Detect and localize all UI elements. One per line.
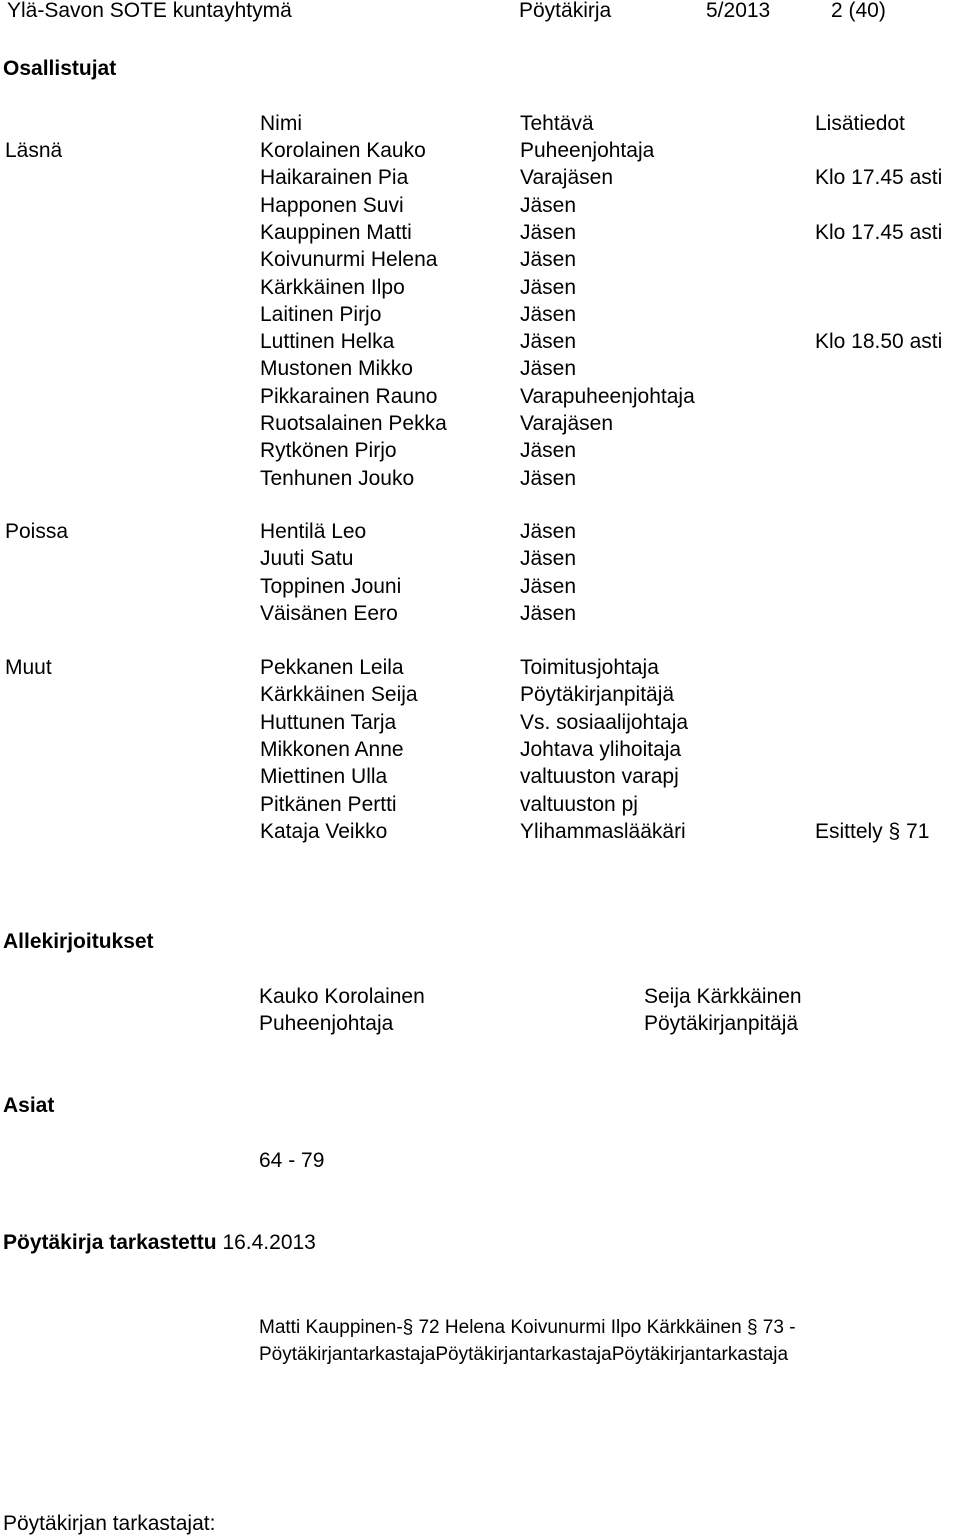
participant-name: Korolainen Kauko	[260, 139, 426, 162]
participant-name: Pekkanen Leila	[260, 656, 404, 679]
participant-role: Jäsen	[520, 248, 577, 272]
participant-name: Huttunen Tarja	[260, 710, 397, 734]
participant-name: Luttinen Helka	[260, 330, 395, 354]
reviewers-line-1: Matti Kauppinen-§ 72 Helena Koivunurmi Ilpo Kärkkäinen § 73 -	[259, 1317, 796, 1338]
column-header-role: Tehtävä	[520, 112, 594, 135]
participant-role: Jäsen	[520, 574, 577, 598]
items-range: 64 - 79	[259, 1149, 325, 1172]
participant-role: Jäsen	[520, 275, 577, 299]
participant-name: Hentilä Leo	[260, 520, 367, 543]
signature-left-role: Puheenjohtaja	[259, 1012, 394, 1035]
column-header-name: Nimi	[260, 112, 302, 135]
signatures-heading: Allekirjoitukset	[3, 930, 154, 953]
reviewers-line-2: PöytäkirjantarkastajaPöytäkirjantarkastajaPöytäkirjantarkastaja	[259, 1344, 789, 1365]
participant-role: valtuuston varapj	[520, 765, 679, 789]
signature-right-name: Seija Kärkkäinen	[644, 985, 802, 1008]
participant-role: Jäsen	[520, 193, 577, 217]
signature-left-name: Kauko Korolainen	[259, 985, 425, 1008]
participant-name: Tenhunen Jouko	[260, 466, 415, 490]
participant-name: Rytkönen Pirjo	[260, 439, 397, 463]
items-heading: Asiat	[3, 1094, 55, 1117]
participant-name: Väisänen Eero	[260, 601, 398, 625]
participant-name: Mikkonen Anne	[260, 737, 404, 761]
organization-name: Ylä-Savon SOTE kuntayhtymä	[7, 0, 292, 22]
participant-role: Jäsen	[520, 220, 577, 244]
participant-note: Esittely § 71	[815, 819, 930, 843]
participant-role: Jäsen	[520, 520, 577, 543]
column-header-notes: Lisätiedot	[815, 112, 905, 135]
participant-role: Varajäsen	[520, 166, 614, 190]
participant-role: Jäsen	[520, 466, 577, 490]
participant-role: Vs. sosiaalijohtaja	[520, 710, 689, 734]
participant-name: Koivunurmi Helena	[260, 248, 438, 272]
participants-heading: Osallistujat	[3, 57, 117, 80]
participant-role: Jäsen	[520, 439, 577, 463]
participant-name: Kärkkäinen Ilpo	[260, 275, 405, 299]
participant-name: Kataja Veikko	[260, 819, 388, 843]
signature-right-role: Pöytäkirjanpitäjä	[644, 1012, 799, 1035]
participant-role: Ylihammaslääkäri	[520, 819, 686, 843]
document-type: Pöytäkirja	[519, 0, 612, 22]
participant-role: Jäsen	[520, 601, 577, 625]
participant-role: Pöytäkirjanpitäjä	[520, 683, 675, 707]
participant-name: Laitinen Pirjo	[260, 302, 382, 326]
participant-name: Toppinen Jouni	[260, 574, 402, 598]
others-label: Muut	[5, 656, 52, 679]
participant-role: valtuuston pj	[520, 792, 638, 816]
footer-reviewers-label: Pöytäkirjan tarkastajat:	[3, 1512, 216, 1535]
participant-name: Ruotsalainen Pekka	[260, 412, 447, 435]
participant-name: Kauppinen Matti	[260, 220, 412, 244]
participant-role: Jäsen	[520, 547, 577, 571]
participant-role: Jäsen	[520, 357, 577, 381]
participant-role: Puheenjohtaja	[520, 139, 655, 162]
participant-name: Kärkkäinen Seija	[260, 683, 418, 707]
participant-role: Varapuheenjohtaja	[520, 384, 695, 408]
page-number: 2 (40)	[831, 0, 886, 22]
reviewed-label: Pöytäkirja tarkastettu	[3, 1231, 217, 1254]
participant-role: Jäsen	[520, 330, 577, 354]
absent-label: Poissa	[5, 520, 69, 543]
participant-name: Miettinen Ulla	[260, 765, 388, 789]
present-label: Läsnä	[5, 139, 63, 162]
participant-name: Juuti Satu	[260, 547, 354, 571]
reviewed-line	[3, 1231, 316, 1255]
participant-role: Johtava ylihoitaja	[520, 737, 682, 761]
participant-name: Pitkänen Pertti	[260, 792, 397, 816]
participant-note: Klo 18.50 asti	[815, 330, 943, 354]
participant-role: Toimitusjohtaja	[520, 656, 659, 679]
participant-name: Mustonen Mikko	[260, 357, 413, 381]
participant-role: Varajäsen	[520, 412, 614, 435]
participant-note: Klo 17.45 asti	[815, 220, 943, 244]
reviewed-date: 16.4.2013	[222, 1231, 316, 1254]
participant-name: Pikkarainen Rauno	[260, 384, 438, 408]
participant-name: Haikarainen Pia	[260, 166, 409, 190]
participant-role: Jäsen	[520, 302, 577, 326]
document-number: 5/2013	[706, 0, 771, 22]
participant-name: Happonen Suvi	[260, 193, 404, 217]
participant-note: Klo 17.45 asti	[815, 166, 943, 190]
